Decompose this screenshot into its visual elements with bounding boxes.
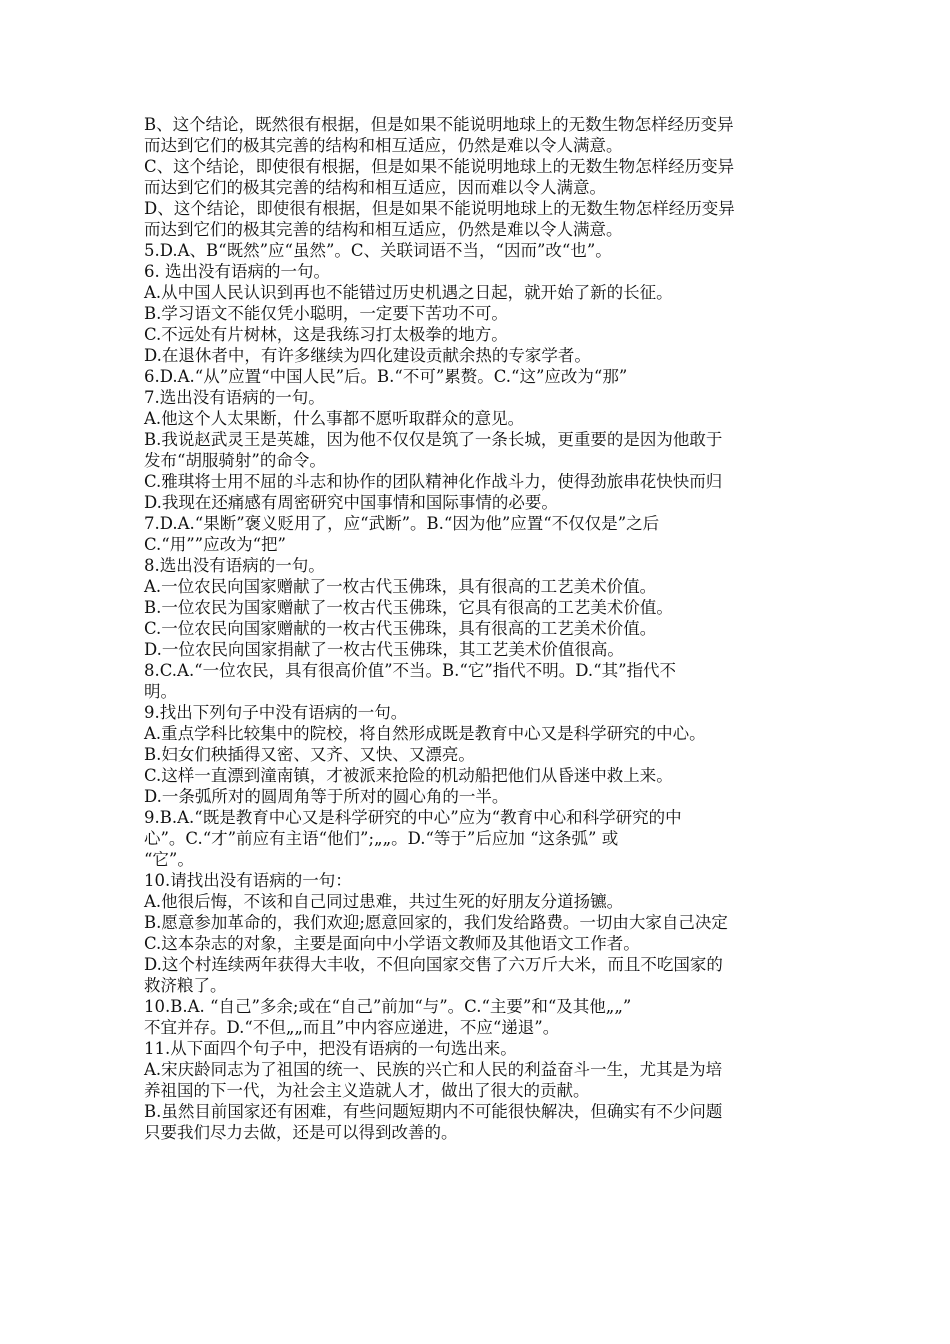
text-line: 8.C.A.“一位农民，具有很高价值”不当。B.“它”指代不明。D.“其”指代不 (144, 661, 677, 680)
text-line: D.一条弧所对的圆周角等于所对的圆心角的一半。 (144, 787, 509, 806)
text-line: 而达到它们的极其完善的结构和相互适应，仍然是难以令人满意。 (144, 136, 623, 155)
text-line: C、这个结论，即使很有根据，但是如果不能说明地球上的无数生物怎样经历变异 (144, 157, 735, 176)
text-line: C.一位农民向国家赠献的一枚古代玉佛珠，具有很高的工艺美术价值。 (144, 619, 657, 638)
text-line: 养祖国的下一代，为社会主义造就人才，做出了很大的贡献。 (144, 1081, 590, 1100)
text-line: 7.D.A.“果断”褒义贬用了，应“武断”。B.“因为他”应置“不仅仅是”之后 (144, 514, 660, 533)
text-line: 发布“胡服骑射”的命令。 (144, 451, 326, 470)
text-line: C.“用””应改为“把” (144, 535, 286, 554)
text-line: B.我说赵武灵王是英雄，因为他不仅仅是筑了一条长城，更重要的是因为他敢于 (144, 430, 723, 449)
text-line: 10.请找出没有语病的一句： (144, 871, 352, 890)
text-line: 9.找出下列句子中没有语病的一句。 (144, 703, 408, 722)
text-line: 而达到它们的极其完善的结构和相互适应，因而难以令人满意。 (144, 178, 606, 197)
text-line: 只要我们尽力去做，还是可以得到改善的。 (144, 1123, 458, 1142)
text-line: 5.D.A、B“既然”应“虽然”。C、关联词语不当，“因而”改“也”。 (144, 241, 612, 260)
text-line: D.这个村连续两年获得大丰收，不但向国家交售了六万斤大米，而且不吃国家的 (144, 955, 723, 974)
text-line: 不宜并存。D.“不但„„而且”中内容应递进，不应“递退”。 (144, 1018, 560, 1037)
text-line: B.学习语文不能仅凭小聪明，一定要下苦功不可。 (144, 304, 508, 323)
document-body (144, 114, 814, 1143)
text-line: D、这个结论，即使很有根据，但是如果不能说明地球上的无数生物怎样经历变异 (144, 199, 735, 218)
text-line: B.一位农民为国家赠献了一枚古代玉佛珠，它具有很高的工艺美术价值。 (144, 598, 673, 617)
text-line: A.重点学科比较集中的院校，将自然形成既是教育中心又是科学研究的中心。 (144, 724, 706, 743)
text-line: 9.B.A.“既是教育中心又是科学研究的中心”应为“教育中心和科学研究的中 (144, 808, 682, 827)
text-line: 10.B.A. “自己”多余;或在“自己”前加“与”。C.“主要”和“及其他„„” (144, 997, 632, 1016)
text-line: A.一位农民向国家赠献了一枚古代玉佛珠，具有很高的工艺美术价值。 (144, 577, 657, 596)
text-line: A.他很后悔，不该和自己同过患难，共过生死的好朋友分道扬镳。 (144, 892, 624, 911)
text-line: A.从中国人民认识到再也不能错过历史机遇之日起，就开始了新的长征。 (144, 283, 673, 302)
text-line: 而达到它们的极其完善的结构和相互适应，仍然是难以令人满意。 (144, 220, 623, 239)
text-line: 心”。C.“才”前应有主语“他们”;„„。D.“等于”后应加 “这条弧” 或 (144, 829, 619, 848)
text-line: B、这个结论，既然很有根据，但是如果不能说明地球上的无数生物怎样经历变异 (144, 115, 734, 134)
text-line: 7.选出没有语病的一句。 (144, 388, 325, 407)
text-line: B.愿意参加革命的，我们欢迎;愿意回家的，我们发给路费。一切由大家自己决定 (144, 913, 728, 932)
text-line: 6. 选出没有语病的一句。 (144, 262, 330, 281)
text-line: C.不远处有片树林，这是我练习打太极拳的地方。 (144, 325, 508, 344)
text-line: A.他这个人太果断，什么事都不愿听取群众的意见。 (144, 409, 525, 428)
text-line: 6.D.A.“从”应置“中国人民”后。B.“不可”累赘。C.“这”应改为“那” (144, 367, 628, 386)
text-line: B.虽然目前国家还有困难，有些问题短期内不可能很快解决，但确实有不少问题 (144, 1102, 723, 1121)
text-line: 11.从下面四个句子中，把没有语病的一句选出来。 (144, 1039, 517, 1058)
text-line: B.妇女们秧插得又密、又齐、又快、又漂亮。 (144, 745, 475, 764)
text-line: C.这样一直漂到潼南镇，才被派来抢险的机动船把他们从昏迷中救上来。 (144, 766, 673, 785)
text-line: D.在退休者中，有许多继续为四化建设贡献余热的专家学者。 (144, 346, 591, 365)
text-line: A.宋庆龄同志为了祖国的统一、民族的兴亡和人民的利益奋斗一生，尤其是为培 (144, 1060, 723, 1079)
text-line: “它”。 (144, 850, 194, 869)
text-line: D.一位农民向国家捐献了一枚古代玉佛珠，其工艺美术价值很高。 (144, 640, 624, 659)
text-line: 救济粮了。 (144, 976, 227, 995)
text-line: C.雅琪将士用不屈的斗志和协作的团队精神化作战斗力，使得劲旅串花快快而归 (144, 472, 723, 491)
text-line: 8.选出没有语病的一句。 (144, 556, 325, 575)
text-line: D.我现在还痛感有周密研究中国事情和国际事情的必要。 (144, 493, 558, 512)
text-line: C.这本杂志的对象，主要是面向中小学语文教师及其他语文工作者。 (144, 934, 640, 953)
text-line: 明。 (144, 682, 177, 701)
